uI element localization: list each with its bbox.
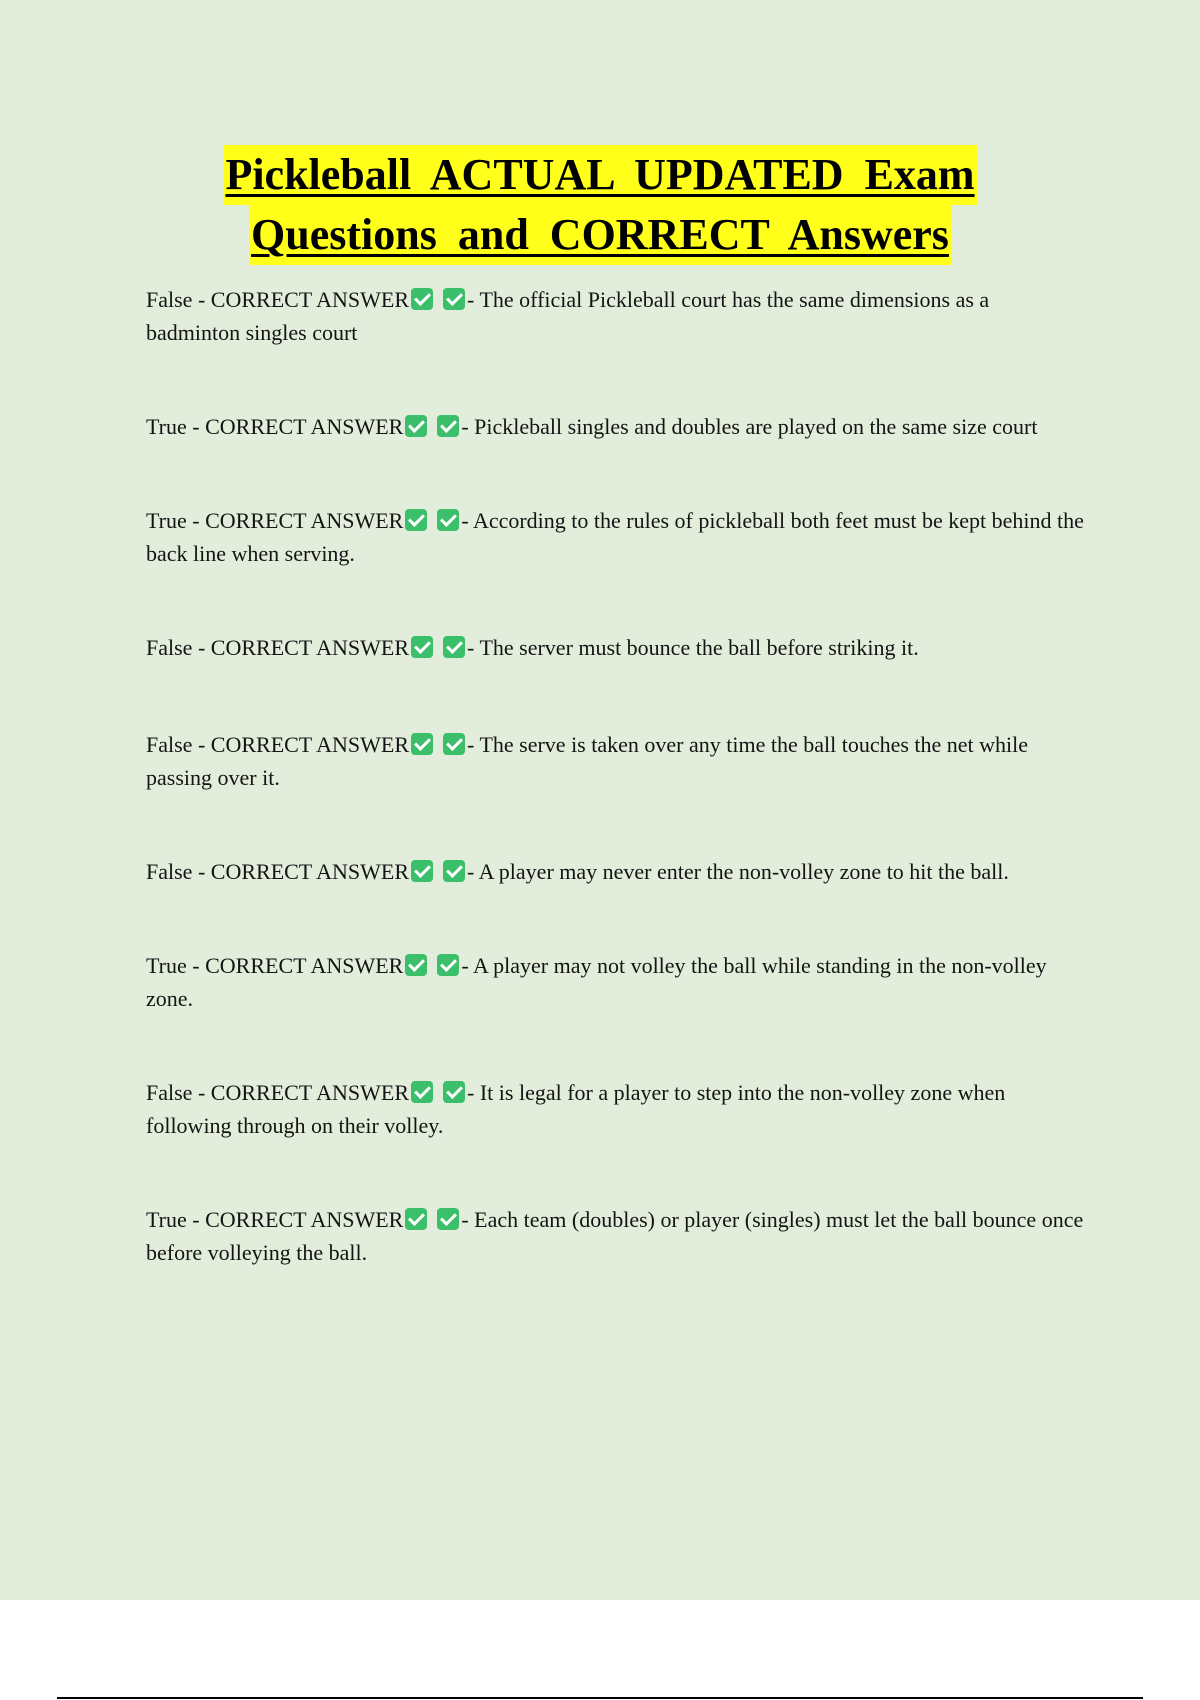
checkmark-icon bbox=[443, 288, 465, 310]
answer-label: - CORRECT ANSWER bbox=[192, 287, 410, 312]
checkmark-icon bbox=[437, 1208, 459, 1230]
checkmark-icon bbox=[411, 1081, 433, 1103]
qa-item bbox=[146, 410, 1086, 443]
checkmark-icon bbox=[443, 1081, 465, 1103]
qa-item bbox=[146, 728, 1086, 794]
qa-item bbox=[146, 504, 1086, 570]
checkmark-icon bbox=[443, 860, 465, 882]
checkmark-icon bbox=[437, 509, 459, 531]
answer-label: - CORRECT ANSWER bbox=[192, 635, 410, 660]
checkmark-icon bbox=[411, 636, 433, 658]
checkmark-icon bbox=[437, 954, 459, 976]
checkmark-icon bbox=[405, 415, 427, 437]
answer-label: - CORRECT ANSWER bbox=[192, 1080, 410, 1105]
question-statement: - It is legal for a player to step into the non-volley zone when following through on their volley. bbox=[146, 1080, 1006, 1138]
answer-value: False bbox=[146, 732, 193, 757]
answer-value: True bbox=[146, 953, 187, 978]
checkmark-icon bbox=[405, 509, 427, 531]
question-statement: - The serve is taken over any time the ball touches the net while passing over it. bbox=[146, 732, 1029, 790]
answer-label: - CORRECT ANSWER bbox=[186, 1207, 404, 1232]
qa-item bbox=[146, 1076, 1086, 1142]
checkmark-icon bbox=[443, 733, 465, 755]
title-line-1: Pickleball ACTUAL UPDATED Exam bbox=[223, 145, 976, 205]
question-statement: - Pickleball singles and doubles are played on the same size court bbox=[461, 414, 1038, 439]
question-statement: - A player may not volley the ball while standing in the non-volley zone. bbox=[146, 953, 1047, 1011]
checkmark-icon bbox=[411, 733, 433, 755]
answer-value: False bbox=[146, 859, 193, 884]
answer-value: True bbox=[146, 1207, 187, 1232]
checkmark-icon bbox=[443, 636, 465, 658]
question-statement: - Each team (doubles) or player (singles) must let the ball bounce once before volleying the ball. bbox=[146, 1207, 1084, 1265]
question-statement: - The server must bounce the ball before striking it. bbox=[467, 635, 919, 660]
question-statement: - A player may never enter the non-volley zone to hit the ball. bbox=[467, 859, 1009, 884]
qa-item bbox=[146, 1203, 1086, 1269]
document-title bbox=[0, 145, 1200, 265]
footer-divider bbox=[57, 1697, 1143, 1699]
question-statement: - The official Pickleball court has the same dimensions as a badminton singles court bbox=[146, 287, 990, 345]
checkmark-icon bbox=[405, 1208, 427, 1230]
answer-label: - CORRECT ANSWER bbox=[186, 414, 404, 439]
checkmark-icon bbox=[411, 860, 433, 882]
qa-item bbox=[146, 283, 1086, 349]
qa-item bbox=[146, 855, 1086, 888]
answer-value: True bbox=[146, 414, 187, 439]
checkmark-icon bbox=[437, 415, 459, 437]
qa-item bbox=[146, 631, 1086, 664]
qa-item bbox=[146, 949, 1086, 1015]
qa-list bbox=[146, 283, 1086, 1330]
title-line-2: Questions and CORRECT Answers bbox=[249, 205, 951, 265]
answer-label: - CORRECT ANSWER bbox=[192, 859, 410, 884]
answer-value: False bbox=[146, 287, 193, 312]
answer-value: True bbox=[146, 508, 187, 533]
checkmark-icon bbox=[411, 288, 433, 310]
answer-value: False bbox=[146, 635, 193, 660]
checkmark-icon bbox=[405, 954, 427, 976]
question-statement: - According to the rules of pickleball both feet must be kept behind the back line when serving. bbox=[146, 508, 1084, 566]
answer-label: - CORRECT ANSWER bbox=[186, 508, 404, 533]
answer-label: - CORRECT ANSWER bbox=[186, 953, 404, 978]
answer-value: False bbox=[146, 1080, 193, 1105]
answer-label: - CORRECT ANSWER bbox=[192, 732, 410, 757]
